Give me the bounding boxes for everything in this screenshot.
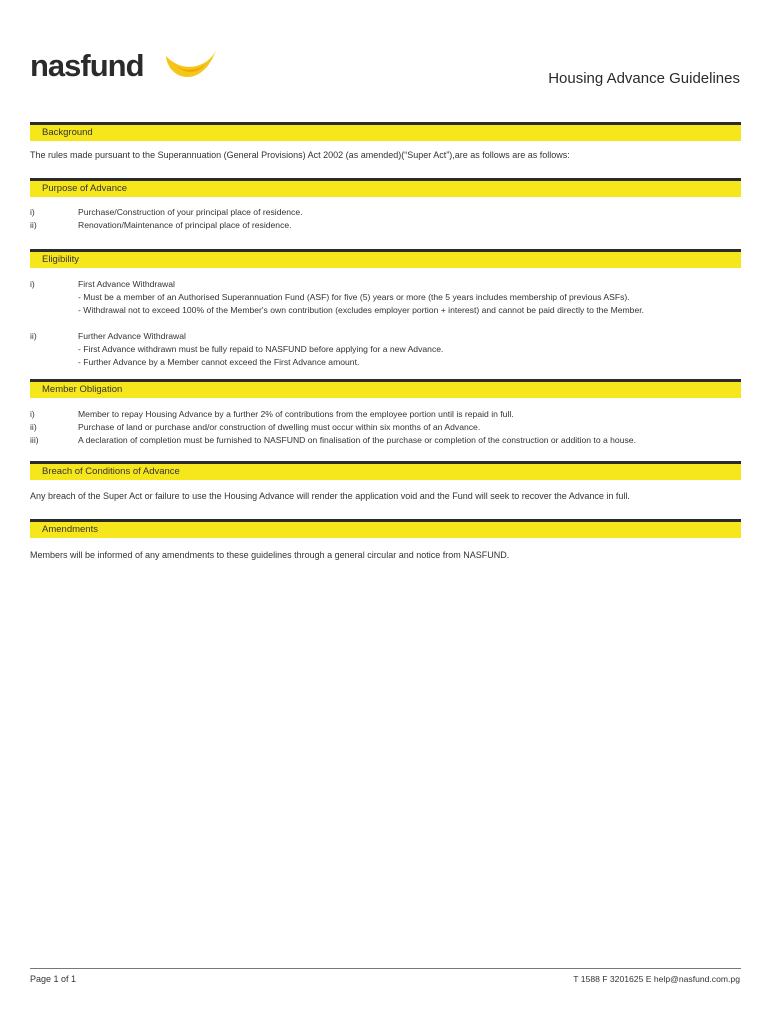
page-title: Housing Advance Guidelines	[548, 70, 740, 87]
section-background	[30, 122, 741, 162]
breach-text: Any breach of the Super Act or failure to use the Housing Advance will render the application void and the Fund will seek to recover the Advance in full.	[30, 491, 630, 501]
item-line: - Withdrawal not to exceed 100% of the Member's own contribution (excludes employer portion + interest) and cannot be paid directly to the Member.	[78, 305, 645, 315]
nasfund-logo	[30, 46, 220, 92]
list-item	[30, 421, 741, 434]
footer-divider	[30, 968, 741, 969]
item-title: Further Advance Withdrawal	[78, 331, 186, 341]
section-purpose	[30, 178, 741, 232]
list-item	[30, 278, 741, 317]
item-text: Renovation/Maintenance of principal place of residence.	[78, 220, 292, 230]
item-text: Purchase/Construction of your principal place of residence.	[78, 207, 303, 217]
list-item	[30, 434, 741, 447]
section-heading: Eligibility	[30, 249, 741, 268]
item-number: i)	[30, 207, 35, 217]
footer-contact: T 1588 F 3201625 E help@nasfund.com.pg	[573, 974, 740, 984]
section-heading: Member Obligation	[30, 379, 741, 398]
logo-smile-icon	[162, 46, 218, 90]
item-number: i)	[30, 279, 35, 289]
section-heading: Background	[30, 122, 741, 141]
list-item	[30, 219, 741, 232]
item-number: iii)	[30, 435, 39, 445]
item-number: ii)	[30, 422, 37, 432]
logo-wordmark: nasfund	[30, 48, 144, 83]
item-line: - First Advance withdrawn must be fully repaid to NASFUND before applying for a new Advance.	[78, 344, 444, 354]
item-line: - Further Advance by a Member cannot exceed the First Advance amount.	[78, 357, 360, 367]
item-line: - Must be a member of an Authorised Superannuation Fund (ASF) for five (5) years or more (the 5 years includes membership of previous ASFs).	[78, 292, 630, 302]
section-breach	[30, 461, 741, 503]
section-heading: Breach of Conditions of Advance	[30, 461, 741, 480]
section-heading: Amendments	[30, 519, 741, 538]
item-title: First Advance Withdrawal	[78, 279, 175, 289]
page-number: Page 1 of 1	[30, 974, 77, 984]
list-item	[30, 206, 741, 219]
section-heading: Purpose of Advance	[30, 178, 741, 197]
section-amendments	[30, 519, 741, 562]
item-text: Purchase of land or purchase and/or construction of dwelling must occur within six months of an Advance.	[78, 422, 481, 432]
section-member-obligation	[30, 379, 741, 447]
item-number: i)	[30, 409, 35, 419]
item-text: A declaration of completion must be furnished to NASFUND on finalisation of the purchase or completion of the construction or addition to a house.	[78, 435, 636, 445]
section-eligibility	[30, 249, 741, 369]
item-number: ii)	[30, 220, 37, 230]
item-number: ii)	[30, 331, 37, 341]
list-item	[30, 408, 741, 421]
item-text: Member to repay Housing Advance by a further 2% of contributions from the employee portion until is repaid in full.	[78, 409, 514, 419]
list-item	[30, 330, 741, 369]
background-text: The rules made pursuant to the Superannuation (General Provisions) Act 2002 (as amended)(“Super Act”),are as follows are as follows:	[30, 150, 570, 160]
amendments-text: Members will be informed of any amendments to these guidelines through a general circular and notice from NASFUND.	[30, 550, 510, 560]
